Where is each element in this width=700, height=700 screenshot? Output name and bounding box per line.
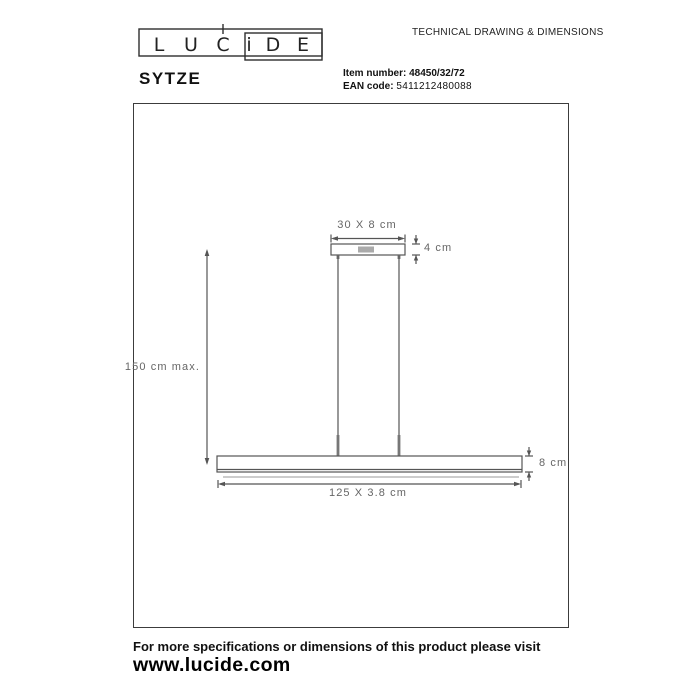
lucide-logo (136, 23, 326, 65)
ean-code-label: EAN code: (343, 81, 394, 92)
logo-letter-e: E (296, 34, 310, 56)
fixture-height-label: 8 cm (539, 457, 568, 469)
wire-fitting-right (398, 435, 401, 456)
wire-grip-top-left (337, 255, 340, 259)
dim-line-suspension-height (205, 249, 210, 465)
logo-letter-i: i (246, 34, 252, 56)
ean-code-value: 5411212480088 (396, 81, 472, 92)
doc-title: TECHNICAL DRAWING & DIMENSIONS (412, 27, 604, 38)
product-name: SYTZE (139, 69, 202, 88)
canopy-terminal-hatch (359, 247, 373, 253)
dim-line-canopy-width (331, 235, 405, 243)
logo-letter-l: L (153, 34, 165, 56)
footer-note: For more specifications or dimensions of this product please visit (133, 639, 541, 654)
logo-letter-u: U (184, 34, 198, 56)
website-url: www.lucide.com (133, 654, 291, 676)
canopy-height-label: 4 cm (424, 242, 453, 254)
product-codes (343, 67, 472, 93)
wire-grip-top-right (398, 255, 401, 259)
suspension-length-label: 150 cm max. (124, 361, 200, 373)
dim-line-bar-height (525, 447, 533, 481)
ceiling-canopy (331, 244, 405, 255)
item-number-value: 48450/32/72 (409, 68, 465, 79)
dim-line-canopy-height (412, 235, 420, 264)
canopy-size-label: 30 X 8 cm (337, 219, 397, 231)
logo-letter-d: D (265, 34, 281, 56)
fixture-size-label: 125 X 3.8 cm (328, 487, 407, 499)
ean-code-row (343, 80, 472, 93)
logo-letter-c: C (216, 34, 230, 56)
item-number-row (343, 67, 472, 80)
item-number-label: Item number: (343, 68, 407, 79)
wire-fitting-left (337, 435, 340, 456)
